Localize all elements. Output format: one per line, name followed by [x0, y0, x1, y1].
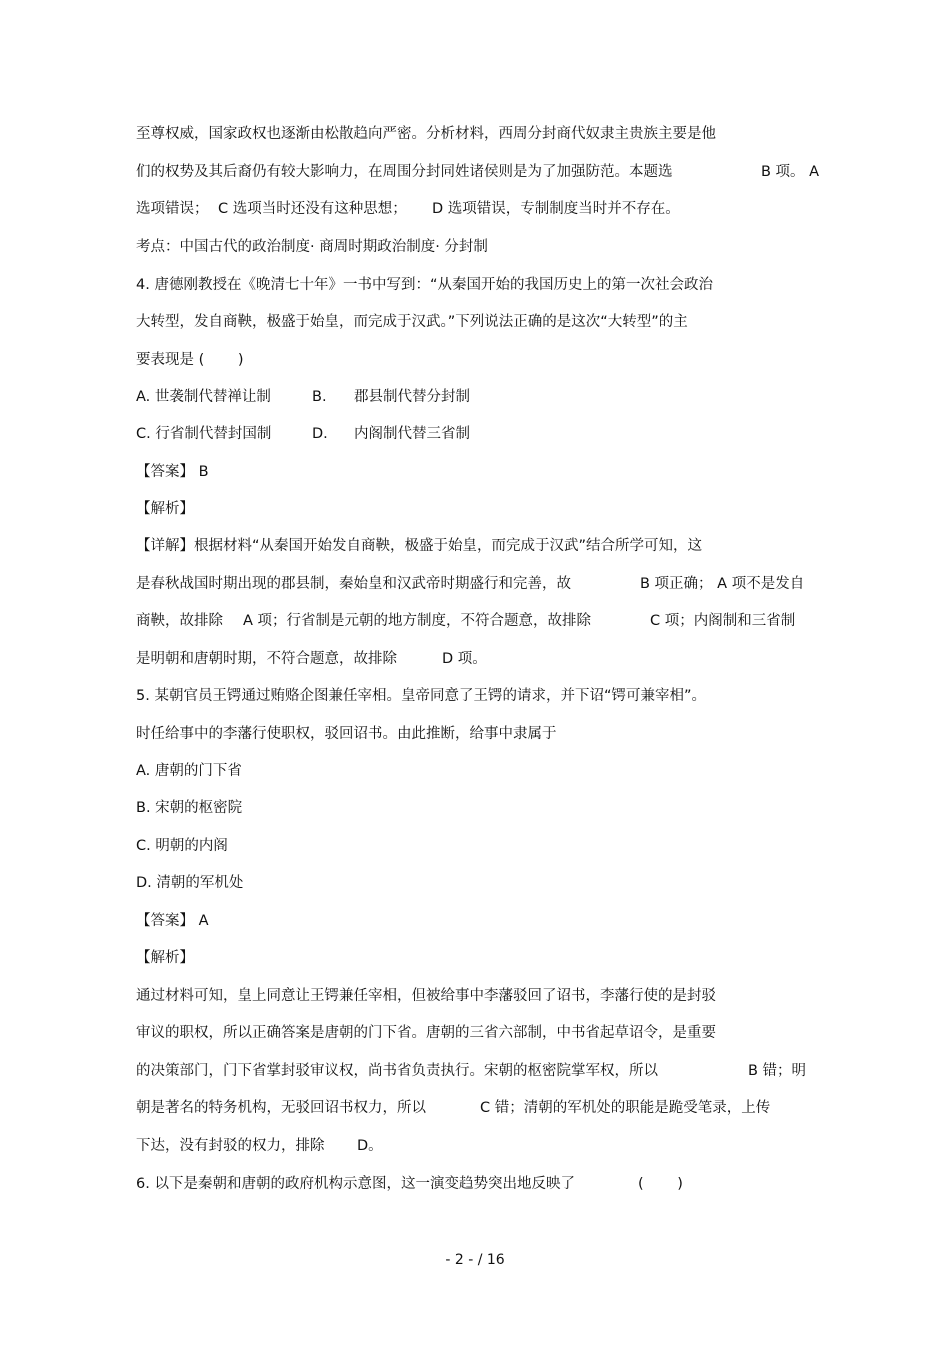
answer-label: 【答案】 A: [136, 913, 209, 929]
text-segment: D。: [357, 1138, 383, 1154]
page-number: - 2 - / 16: [445, 1252, 505, 1268]
text-segment: C 选项当时还没有这种思想；: [218, 201, 407, 217]
text-line: 大转型，发自商鞅，极盛于始皇，而完成于汉武。”下列说法正确的是这次“大转型”的主: [136, 314, 688, 330]
text-line: 选项错误；: [136, 201, 209, 217]
text-segment: C 项；内阁制和三省制: [650, 613, 796, 629]
text-line: 审议的职权，所以正确答案是唐朝的门下省。唐朝的三省六部制，中书省起草诏令，是重要: [136, 1025, 716, 1041]
question-4-stem: 4. 唐德刚教授在《晚清七十年》一书中写到：“从秦国开始的我国历史上的第一次社会政治: [136, 277, 713, 293]
answer-label: 【答案】 B: [136, 464, 209, 480]
text-segment: B 项。 A: [761, 164, 820, 180]
text-line: 通过材料可知，皇上同意让王锷兼任宰相，但被给事中李藩驳回了诏书，李藩行使的是封驳: [136, 988, 716, 1004]
text-line: 们的权势及其后裔仍有较大影响力，在周围分封同姓诸侯则是为了加强防范。本题选: [136, 164, 673, 180]
text-line: 【详解】根据材料“从秦国开始发自商鞅，极盛于始皇，而完成于汉武”结合所学可知，这: [136, 538, 703, 554]
text-segment: A 项；行省制是元朝的地方制度，不符合题意，故排除: [243, 613, 592, 629]
option-b-text: 郡县制代替分封制: [354, 389, 470, 405]
option-d: D. 清朝的军机处: [136, 875, 244, 891]
option-d-text: 内阁制代替三省制: [354, 426, 470, 442]
text-line: 是明朝和唐朝时期，不符合题意，故排除: [136, 651, 397, 667]
option-b-letter: B.: [312, 389, 327, 405]
text-line: 商鞅，故排除: [136, 613, 223, 629]
text-segment: B 项正确； A 项不是发自: [640, 576, 805, 592]
analysis-label: 【解析】: [136, 950, 194, 966]
text-line: 考点：中国古代的政治制度· 商周时期政治制度· 分封制: [136, 239, 488, 255]
text-segment: D 项。: [442, 651, 487, 667]
text-line: 要表现是 ( ): [136, 352, 244, 368]
option-b: B. 宋朝的枢密院: [136, 800, 243, 816]
text-segment: D 选项错误，专制制度当时并不存在。: [432, 201, 680, 217]
option-a: A. 唐朝的门下省: [136, 763, 242, 779]
option-d-letter: D.: [312, 426, 328, 442]
text-line: 是春秋战国时期出现的郡县制，秦始皇和汉武帝时期盛行和完善，故: [136, 576, 571, 592]
text-segment: B 错；明: [748, 1063, 807, 1079]
option-a: A. 世袭制代替禅让制: [136, 389, 271, 405]
text-line: 下达，没有封驳的权力，排除: [136, 1138, 325, 1154]
text-segment: C 错；清朝的军机处的职能是跪受笔录，上传: [480, 1100, 771, 1116]
analysis-label: 【解析】: [136, 501, 194, 517]
text-line: 朝是著名的特务机构，无驳回诏书权力，所以: [136, 1100, 426, 1116]
text-line: 时任给事中的李藩行使职权，驳回诏书。由此推断，给事中隶属于: [136, 726, 557, 742]
text-line: 的决策部门，门下省掌封驳审议权，尚书省负责执行。宋朝的枢密院掌军权，所以: [136, 1063, 658, 1079]
text-segment: ( ): [638, 1176, 683, 1192]
option-c: C. 行省制代替封国制: [136, 426, 272, 442]
question-6-stem: 6. 以下是秦朝和唐朝的政府机构示意图，这一演变趋势突出地反映了: [136, 1176, 575, 1192]
option-c: C. 明朝的内阁: [136, 838, 228, 854]
text-line: 至尊权威，国家政权也逐渐由松散趋向严密。分析材料，西周分封商代奴隶主贵族主要是他: [136, 126, 716, 142]
question-5-stem: 5. 某朝官员王锷通过贿赂企图兼任宰相。皇帝同意了王锷的请求，并下诏“锷可兼宰相”。: [136, 688, 706, 704]
